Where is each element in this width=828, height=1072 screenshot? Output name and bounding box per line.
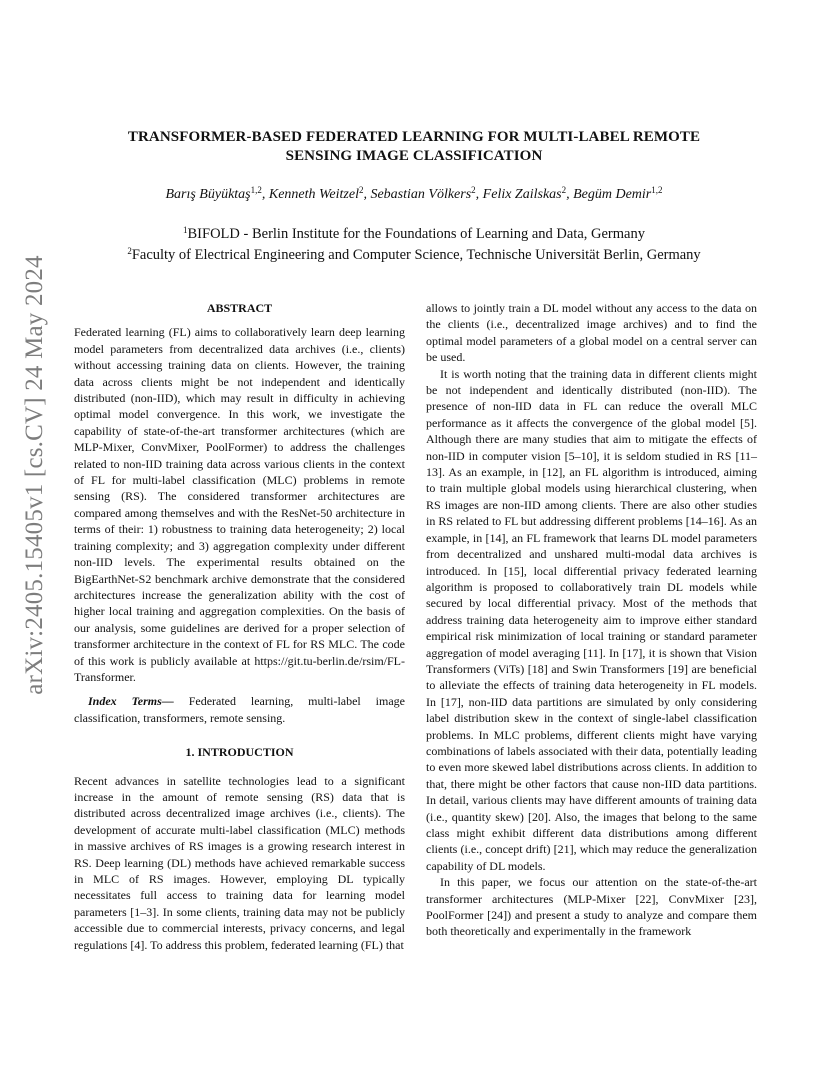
author-name: Begüm Demir bbox=[573, 187, 652, 202]
affiliation-1 bbox=[60, 224, 768, 245]
arxiv-identifier bbox=[20, 255, 50, 695]
introduction-paragraph-3: In this paper, we focus our attention on the state-of-the-art transformer architectures (MLP-Mixer [22], ConvMixer [23], PoolFormer [24]) and present a study to analyze and compare them both theoretically and experimentally in the framework bbox=[426, 875, 757, 939]
index-terms-label: Index Terms— bbox=[88, 694, 174, 709]
author-list bbox=[60, 186, 768, 204]
index-terms-text: Federated learning, multi-label image classification, transformers, remote sensing. bbox=[74, 694, 405, 725]
author-separator: , bbox=[363, 187, 371, 202]
author-separator: , bbox=[566, 187, 574, 202]
affiliation-2 bbox=[60, 245, 768, 266]
author-name: Kenneth Weitzel bbox=[268, 187, 359, 202]
author-name: Barış Büyüktaş bbox=[165, 187, 251, 202]
index-terms bbox=[74, 693, 405, 726]
title-line-1: TRANSFORMER-BASED FEDERATED LEARNING FOR MULTI-LABEL REMOTE bbox=[127, 129, 701, 145]
introduction-heading: 1. INTRODUCTION bbox=[185, 745, 294, 760]
affiliation-text: Faculty of Electrical Engineering and Computer Science, Technische Universität Berlin, Germany bbox=[131, 247, 701, 263]
paper-title bbox=[100, 128, 728, 166]
abstract-heading: ABSTRACT bbox=[206, 301, 273, 315]
affiliation-mark: 2 bbox=[127, 246, 132, 256]
introduction-paragraph-1-continued: allows to jointly train a DL model without any access to the data on the clients (i.e., decentralized image archives) and to find the optimal model parameters of a global model on a central server can be used. bbox=[426, 301, 757, 365]
author-separator: , bbox=[475, 187, 483, 202]
author-name: Sebastian Völkers bbox=[370, 187, 472, 202]
affiliation-mark: 1 bbox=[183, 225, 188, 235]
affiliation-text: BIFOLD - Berlin Institute for the Foundations of Learning and Data, Germany bbox=[187, 226, 645, 242]
abstract-text: Federated learning (FL) aims to collaboratively learn deep learning model parameters from decentralized data archives (i.e., clients) without accessing training data on clients. However, the training data across clients might be not independent and identically distributed (non-IID), which may result in difficulty in achieving optimal model convergence. In this work, we investigate the capability of state-of-the-art transformer architectures (which are MLP-Mixer, ConvMixer, PoolFormer) to address the challenges related to non-IID training data across various clients in the context of FL for multi-label classification (MLC) problems in remote sensing (RS). The considered transformer architectures are compared among themselves and with the ResNet-50 architecture in terms of their: 1) robustness to training data heterogeneity; 2) local training complexity; and 3) aggregation complexity under different non-IID levels. The experimental results obtained on the BigEarthNet-S2 benchmark archive demonstrate that the considered architectures increase the generalization ability with the cost of higher local training and aggregation complexities. On the basis of our analysis, some guidelines are derived for a proper selection of transformer architecture in the context of FL for RS MLC. The code of this work is publicly available at https://git.tu-berlin.de/rsim/FL-Transformer. bbox=[74, 325, 405, 684]
arxiv-id-text: arXiv:2405.15405v1 [cs.CV] 24 May 2024 bbox=[21, 255, 48, 695]
introduction-paragraph-2: It is worth noting that the training data in different clients might be not independent and identically distributed (non-IID). The presence of non-IID data in FL can reduce the overall MLC performance as it affects the convergence of the global model [5]. Although there are many studies that aim to mitigate the effects of non-IID in computer vision [5–10], it is seldom studied in RS [11–13]. As an example, in [12], an FL algorithm is introduced, aiming to train multiple global models using hierarchical clustering, when RS images are non-IID among clients. There are also other studies in RS related to FL but addressing different problems [14–16]. As an example, in [14], an FL framework that learns DL model parameters from decentralized and unshared multi-modal data archives is introduced. In [15], local differential privacy federated learning algorithm is proposed to collaboratively train DL models while secured by local differential privacy. Most of the methods that address training data heterogeneity aim to improve either standard empirical risk minimization of local training or standard parameter aggregation of model averaging [11]. In [17], it is shown that Vision Transformers (ViTs) [18] and Swin Transformers [19] are beneficial to alleviate the effects of training data heterogeneity in FL models. In [17], non-IID data partitions are simulated by only considering label distribution skew in the context of single-label classification problems. In MLC problems, different clients might have varying combinations of labels associated with their data, potentially leading to even more skewed label distributions across clients. In addition to that, there might be other factors that cause non-IID data partitions. In detail, various clients may have different amounts of training data (i.e., quantity skew) [20]. Also, the images that belong to the same class might exhibit different data distributions among different clients (i.e., concept drift) [21], which may reduce the generalization capability of DL models. bbox=[426, 366, 757, 873]
introduction-paragraph-1: Recent advances in satellite technologies lead to a significant increase in the amount of remote sensing (RS) data that is distributed across decentralized image archives (i.e., clients). The development of accurate multi-label classification (MLC) methods in massive archives of RS images is a growing research interest in RS. Deep learning (DL) methods have achieved remarkable success in MLC of RS images. However, employing DL typically necessitates full access to training data for learning model parameters [1–3]. In some clients, training data may not be publicly accessible due to commercial interests, privacy concerns, and legal regulations [4]. To address this problem, federated learning (FL) that bbox=[74, 773, 405, 952]
author-affiliation-mark: 1,2 bbox=[651, 185, 663, 195]
author-affiliation-mark: 2 bbox=[471, 185, 476, 195]
left-column bbox=[74, 300, 405, 953]
right-column bbox=[426, 300, 757, 940]
author-separator: , bbox=[261, 187, 269, 202]
author-affiliation-mark: 2 bbox=[561, 185, 567, 195]
author-affiliation-mark: 2 bbox=[358, 185, 364, 195]
affiliation-list bbox=[60, 224, 768, 266]
author-affiliation-mark: 1,2 bbox=[250, 185, 262, 195]
title-line-2: SENSING IMAGE CLASSIFICATION bbox=[285, 148, 543, 164]
author-name: Felix Zailskas bbox=[482, 187, 562, 202]
